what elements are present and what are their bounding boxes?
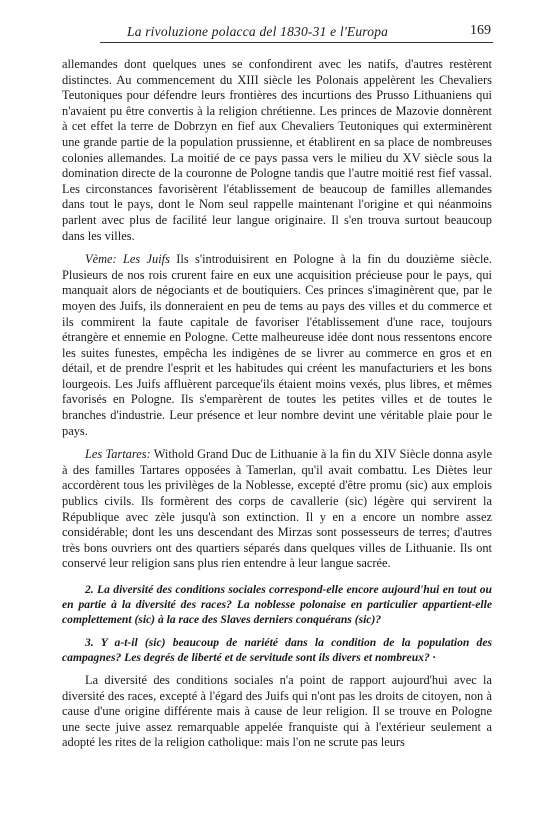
running-header bbox=[100, 24, 493, 43]
page-number: 169 bbox=[470, 23, 491, 38]
paragraph-jews bbox=[62, 252, 492, 439]
section-lead-jews: Vème: Les Juifs bbox=[85, 252, 170, 267]
paragraph-jews-text: Ils s'introduisirent en Pologne à la fin du douzième siècle. Plusieurs de nos rois crurent faire en eux une acquisition précieuse pour le pays, qui manquait alors de négociants et de boutiquiers. Ces princes s'imaginèrent que, par le moyen des Juifs, ils donneraient en peu de tems au pays des villes et du commerce et ils commirent la faute capitale de favoriser l'établissement d'une race, toujours étrangère et ennemie en Pologne. Cette malheureuse idée dont nous ressentons encore les suites funestes, empêcha les indigènes de se livrer au commerce en gros et en détail, et de prendre l'esprit et les habitudes qui créent les manufacturiers et les bons lourgeois. Les Juifs affluèrent parceque'ils étaient moins vexés, plus libres, et mêmes favorisés en Pologne. Ils s'emparèrent de toutes les petites villes et de toutes le branches d'industrie. Leur présence et leur nombre devint une véritable plaie pour le pays. bbox=[62, 252, 492, 438]
paragraph-tartars bbox=[62, 447, 492, 572]
running-title: La rivoluzione polacca del 1830-31 e l'Europa bbox=[127, 24, 389, 39]
paragraph-germans-continued: allemandes dont quelques unes se confondirent avec les natifs, d'autres restèrent distinctes. Au commencement du XIII siècle les Polonais appelèrent les Chevaliers Teutoniques pour défendre leurs frontières des incurtions des Prusso Lithuaniens qui n'avaient pu être convertis à la religion chrétienne. Les princes de Mazovie donnèrent à cet effet la terre de Dobrzyn en fief aux Chevaliers Teutoniques qui exterminèrent une grande partie de la population prussienne, et établirent en sa place de nombreuses colonies allemandes. La moitié de ce pays passa vers le milieu du XV siècle sous la domination directe de la couronne de Pologne tandis que l'autre moitié rest fief vassal. Les circonstances favorisèrent l'établissement de beaucoup de familles allemandes dans tout le pays, dont le Nom seul rappelle maintenant l'origine et qui néanmoins parlent avec plus de facilité leur langue originaire. Il s'en trouva surtout beaucoup dans les villes. bbox=[62, 57, 492, 243]
page-body bbox=[62, 57, 492, 759]
question-3: 3. Y a-t-il (sic) beaucoup de nariété dans la condition de la population des campagnes? Les degrés de liberté et de servitude sont ils divers et nombreux? · bbox=[62, 636, 492, 664]
section-lead-tartars: Les Tartares: bbox=[85, 447, 151, 462]
question-2: 2. La diversité des conditions sociales correspond-elle encore aujourd'hui en tout ou en partie à la diversité des races? La noblesse polonaise en particulier appartient-elle complettement (sic) à la race des Slaves derniers conquérans (sic)? bbox=[62, 583, 492, 626]
paragraph-answer: La diversité des conditions sociales n'a point de rapport aujourd'hui avec la diversité des races, excepté à l'égard des Juifs qui n'ont pas les droits de citoyen, non à cause d'une origine différente mais à cause de leur religion. Il se trouve en Pologne une secte juive assez remarquable appelée franquiste qui à l'extérieur seulement a adopté les rites de la religion catholique: mais l'on ne scrute pas leurs bbox=[62, 673, 492, 750]
paragraph-tartars-text: Withold Grand Duc de Lithuanie à la fin du XIV Siècle donna asyle à des familles Tartares opposées à Tamerlan, qu'il avait combattu. Les Diètes leur accordèrent tous les privilèges de la Noblesse, excepté d'être promu (sic) aux emplois publics civils. Ils formèrent des corps de cavallerie (sic) légère qui servirent la République avec zèle jusqu'à son extinction. Il y en a encore un nombre assez considérable; dont les uns descendant des Mirzas sont possesseurs de terres; d'autres très bons ouvriers ont des quartiers séparés dans quelques villes de Lithuanie. Ils ont conservé leur religion sans plus rien entendre à leur langue sacrée. bbox=[62, 447, 492, 571]
